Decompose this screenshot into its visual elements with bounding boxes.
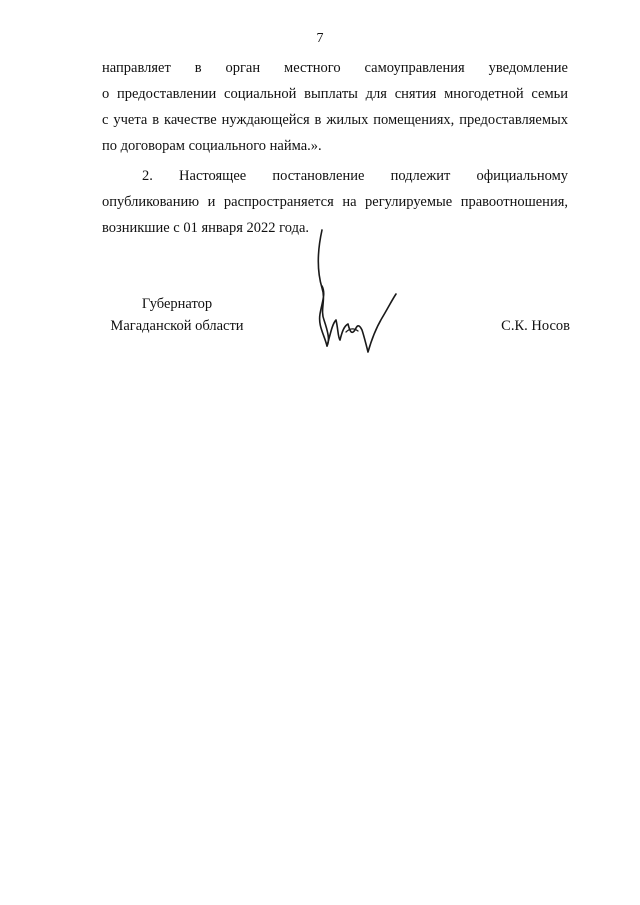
paragraph-line: направляет в орган местного самоуправления уведомление [102,60,568,76]
paragraph-line: 2. Настоящее постановление подлежит официальному [142,168,568,184]
paragraph-line: с учета в качестве нуждающейся в жилых помещениях, предоставляемых [102,112,568,128]
signatory-title-line: Губернатор [141,296,213,312]
paragraph-line: возникшие с 01 января 2022 года. [102,220,310,236]
paragraph-amendment-end [102,55,568,159]
signatory-title [102,293,252,337]
handwritten-signature [300,228,410,358]
page-number: 7 [316,31,324,46]
paragraph-line: о предоставлении социальной выплаты для снятия многодетной семьи [102,86,568,102]
paragraph-line: опубликованию и распространяется на регулируемые правоотношения, [102,194,568,210]
signatory-name: С.К. Носов [501,318,570,334]
signatory-title-line: Магаданской области [110,318,244,334]
paragraph-line: по договорам социального найма.». [102,138,322,154]
